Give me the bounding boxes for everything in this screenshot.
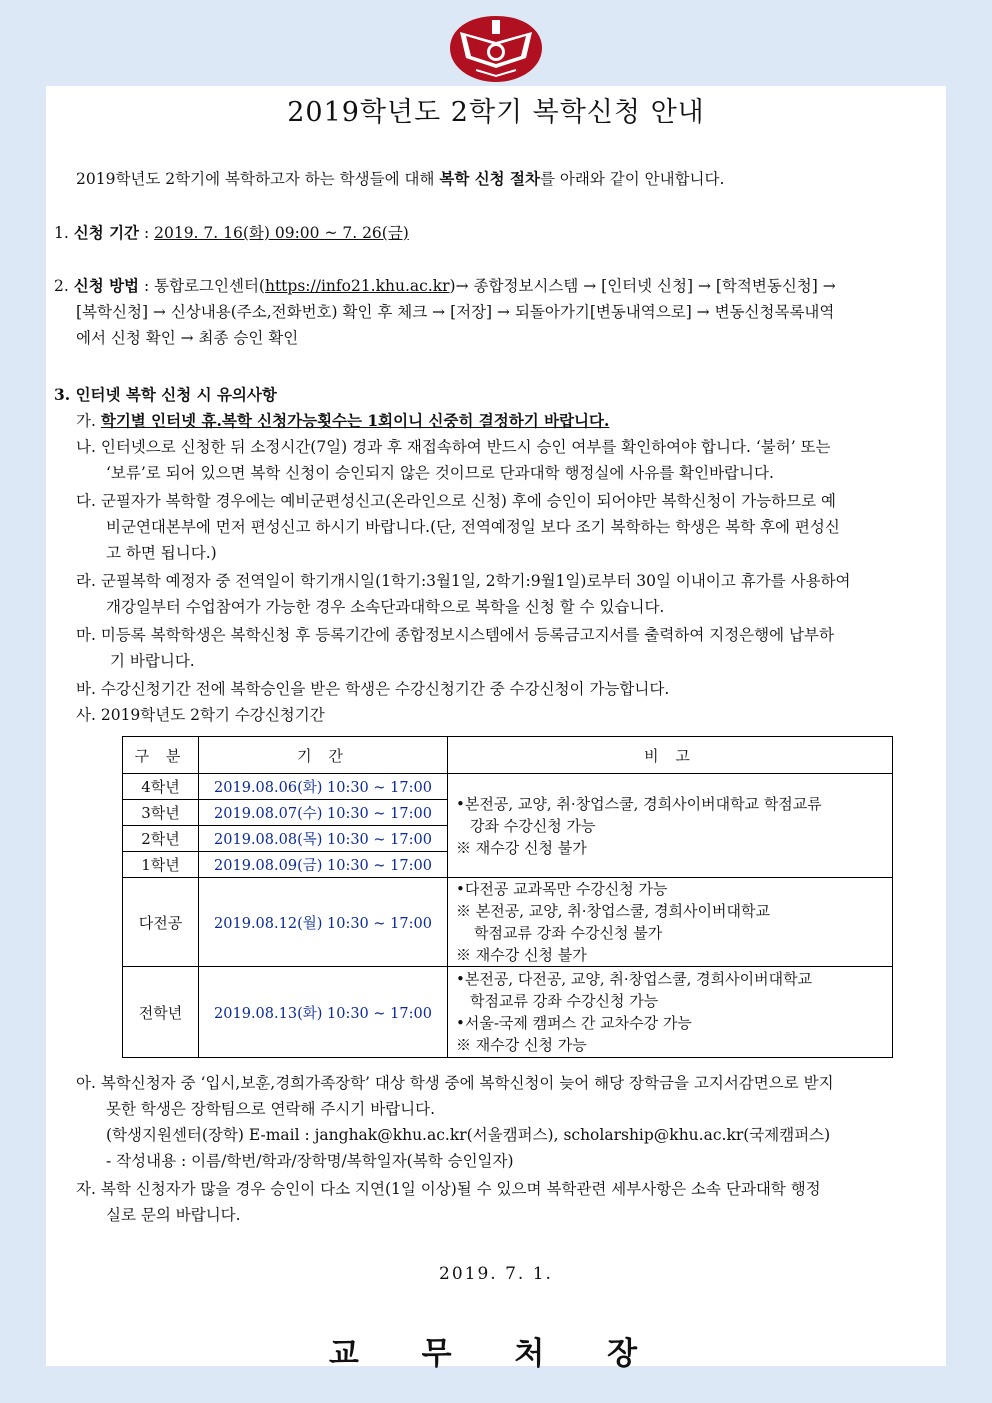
- note-ma-line-2: 기 바랍니다.: [110, 652, 195, 670]
- note-ja-marker: 자.: [76, 1180, 96, 1198]
- method-url-link[interactable]: https://info21.khu.ac.kr: [264, 277, 450, 295]
- note-sa-text: 2019학년도 2학기 수강신청기간: [100, 706, 325, 724]
- header-category: 구 분: [123, 737, 199, 774]
- note-a-contact-line: (학생지원센터(장학) E-mail : janghak@khu.ac.kr(서울캠퍼스), scholarship@khu.ac.kr(국제캠퍼스): [106, 1126, 831, 1144]
- document-date: 2019. 7. 1.: [439, 1264, 553, 1284]
- intro-text-2: 를 아래와 같이 안내합니다.: [540, 170, 725, 188]
- grade-cell: 전학년: [123, 967, 199, 1058]
- remark-line: ※ 본전공, 교양, 취·창업스쿨, 경희사이버대학교: [456, 902, 770, 920]
- section-notes-heading-text: 3. 인터넷 복학 신청 시 유의사항: [54, 385, 277, 404]
- note-a-line-4: - 작성내용 : 이름/학번/학과/장학명/복학일자(복학 승인일자): [106, 1152, 514, 1170]
- note-na: [76, 434, 831, 486]
- date-cell: 2019.08.06(화) 10:30 ~ 17:00: [199, 774, 448, 800]
- method-text-1b: )→ 종합정보시스템 → [인터넷 신청] → [학적변동신청] →: [449, 277, 836, 295]
- intro-bold: 복학 신청 절차: [439, 169, 540, 188]
- university-emblem-icon: [446, 12, 546, 86]
- note-da-line-3: 고 하면 됩니다.): [106, 544, 217, 562]
- table-row: [123, 878, 893, 967]
- remark-line: 학점교류 강좌 수강신청 가능: [470, 992, 659, 1010]
- note-ba: [76, 676, 669, 702]
- remark-line: •본전공, 다전공, 교양, 취·창업스쿨, 경희사이버대학교: [456, 970, 813, 988]
- note-ja-line-1: 복학 신청자가 많을 경우 승인이 다소 지연(1일 이상)될 수 있으며 복학관련 세부사항은 소속 단과대학 행정: [100, 1180, 821, 1198]
- note-da-line-2: 비군연대본부에 먼저 편성신고 하시기 바랍니다.(단, 전역예정일 보다 조기 복학하는 학생은 복학 후에 편성신: [106, 518, 840, 536]
- intro-paragraph: [76, 166, 724, 192]
- note-ra-line-2: 개강일부터 수업참여가 가능한 경우 소속단과대학으로 복학을 신청 할 수 있습니다.: [106, 598, 665, 616]
- note-ba-marker: 바.: [76, 680, 96, 698]
- method-num: 2.: [54, 277, 69, 295]
- header-period: 기 간: [199, 737, 448, 774]
- date-cell: 2019.08.12(월) 10:30 ~ 17:00: [199, 878, 448, 967]
- note-ga-text: 학기별 인터넷 휴.복학 신청가능횟수는 1회이니 신중히 결정하기 바랍니다.: [100, 411, 610, 430]
- method-line-2: [복학신청] → 신상내용(주소,전화번호) 확인 후 체크 → [저장] → 되돌아가기[변동내역으로] → 변동신청목록내역: [76, 303, 835, 321]
- document-title: 2019학년도 2학기 복학신청 안내: [287, 97, 705, 128]
- remarks-cell-grades: [448, 774, 893, 878]
- section-period-num: 1.: [54, 224, 69, 242]
- section-period-label: 신청 기간: [73, 223, 140, 242]
- grade-cell: 1학년: [123, 852, 199, 878]
- note-a-line-1: 복학신청자 중 ‘입시,보훈,경희가족장학’ 대상 학생 중에 복학신청이 늦어 해당 장학금을 고지서감면으로 받지: [100, 1074, 834, 1092]
- document-sheet: [46, 86, 946, 1372]
- note-a: [76, 1070, 834, 1174]
- remarks-cell-double-major: [448, 878, 893, 967]
- remark-line: •다전공 교과목만 수강신청 가능: [456, 880, 668, 898]
- note-ma-marker: 마.: [76, 626, 96, 644]
- note-ja: [76, 1176, 821, 1228]
- table-header-row: [123, 737, 893, 774]
- note-na-line-1: 인터넷으로 신청한 뒤 소정시간(7일) 경과 후 재접속하여 반드시 승인 여부를 확인하여야 합니다. ‘불허’ 또는: [100, 438, 831, 456]
- note-ja-line-2: 실로 문의 바랍니다.: [106, 1206, 241, 1224]
- grade-cell: 3학년: [123, 800, 199, 826]
- remarks-cell-all-grades: [448, 967, 893, 1058]
- method-label: 신청 방법: [73, 276, 140, 295]
- note-a-line-2: 못한 학생은 장학팀으로 연락해 주시기 바랍니다.: [106, 1100, 436, 1118]
- note-ma: [76, 622, 834, 674]
- grade-cell: 4학년: [123, 774, 199, 800]
- registration-schedule-table: [122, 736, 893, 1058]
- intro-text-1: 2019학년도 2학기에 복학하고자 하는 학생들에 대해: [76, 170, 440, 188]
- method-line-1: [54, 273, 836, 299]
- note-ma-line-1: 미등록 복학학생은 복학신청 후 등록기간에 종합정보시스템에서 등록금고지서를 출력하여 지정은행에 납부하: [100, 626, 834, 644]
- remark-line: •서울-국제 캠퍼스 간 교차수강 가능: [456, 1014, 692, 1032]
- remark-line: ※ 재수강 신청 가능: [456, 1036, 587, 1054]
- note-da-marker: 다.: [76, 492, 96, 510]
- date-cell: 2019.08.09(금) 10:30 ~ 17:00: [199, 852, 448, 878]
- note-a-marker: 아.: [76, 1074, 96, 1092]
- date-cell: 2019.08.07(수) 10:30 ~ 17:00: [199, 800, 448, 826]
- section-period: [54, 220, 409, 246]
- note-ra-line-1: 군필복학 예정자 중 전역일이 학기개시일(1학기:3월1일, 2학기:9월1일)로부터 30일 이내이고 휴가를 사용하여: [100, 572, 851, 590]
- date-cell: 2019.08.08(목) 10:30 ~ 17:00: [199, 826, 448, 852]
- note-na-marker: 나.: [76, 438, 96, 456]
- grade-cell: 2학년: [123, 826, 199, 852]
- section-period-value: 2019. 7. 16(화) 09:00 ~ 7. 26(금): [154, 224, 409, 242]
- remark-line: ※ 재수강 신청 불가: [456, 946, 587, 964]
- note-da-line-1: 군필자가 복학할 경우에는 예비군편성신고(온라인으로 신청) 후에 승인이 되어야만 복학신청이 가능하므로 예: [100, 492, 836, 510]
- note-ra: [76, 568, 850, 620]
- note-ga-marker: 가.: [76, 412, 96, 430]
- header-remarks: 비 고: [448, 737, 893, 774]
- date-cell: 2019.08.13(화) 10:30 ~ 17:00: [199, 967, 448, 1058]
- note-ba-text: 수강신청기간 전에 복학승인을 받은 학생은 수강신청기간 중 수강신청이 가능합니다.: [100, 680, 670, 698]
- remark-line: •본전공, 교양, 취·창업스쿨, 경희사이버대학교 학점교류: [456, 794, 822, 813]
- signature: 교 무 처 장: [328, 1336, 664, 1372]
- note-sa-marker: 사.: [76, 706, 96, 724]
- note-ga: [76, 408, 609, 434]
- table-row: [123, 967, 893, 1058]
- note-sa: [76, 702, 325, 728]
- table-row: [123, 774, 893, 800]
- method-text-1a: : 통합로그인센터(: [139, 277, 265, 295]
- section-method: [54, 273, 836, 351]
- section-notes-heading: [54, 382, 277, 408]
- remark-line: ※ 재수강 신청 불가: [456, 838, 587, 857]
- section-period-colon: :: [139, 224, 155, 242]
- remark-line: 학점교류 강좌 수강신청 불가: [474, 924, 663, 942]
- grade-cell: 다전공: [123, 878, 199, 967]
- note-ra-marker: 라.: [76, 572, 96, 590]
- method-line-3: 에서 신청 확인 → 최종 승인 확인: [76, 329, 299, 347]
- note-na-line-2: ‘보류’로 되어 있으면 복학 신청이 승인되지 않은 것이므로 단과대학 행정실에 사유를 확인바랍니다.: [106, 464, 774, 482]
- remark-line: 강좌 수강신청 가능: [470, 816, 596, 835]
- note-da: [76, 488, 840, 566]
